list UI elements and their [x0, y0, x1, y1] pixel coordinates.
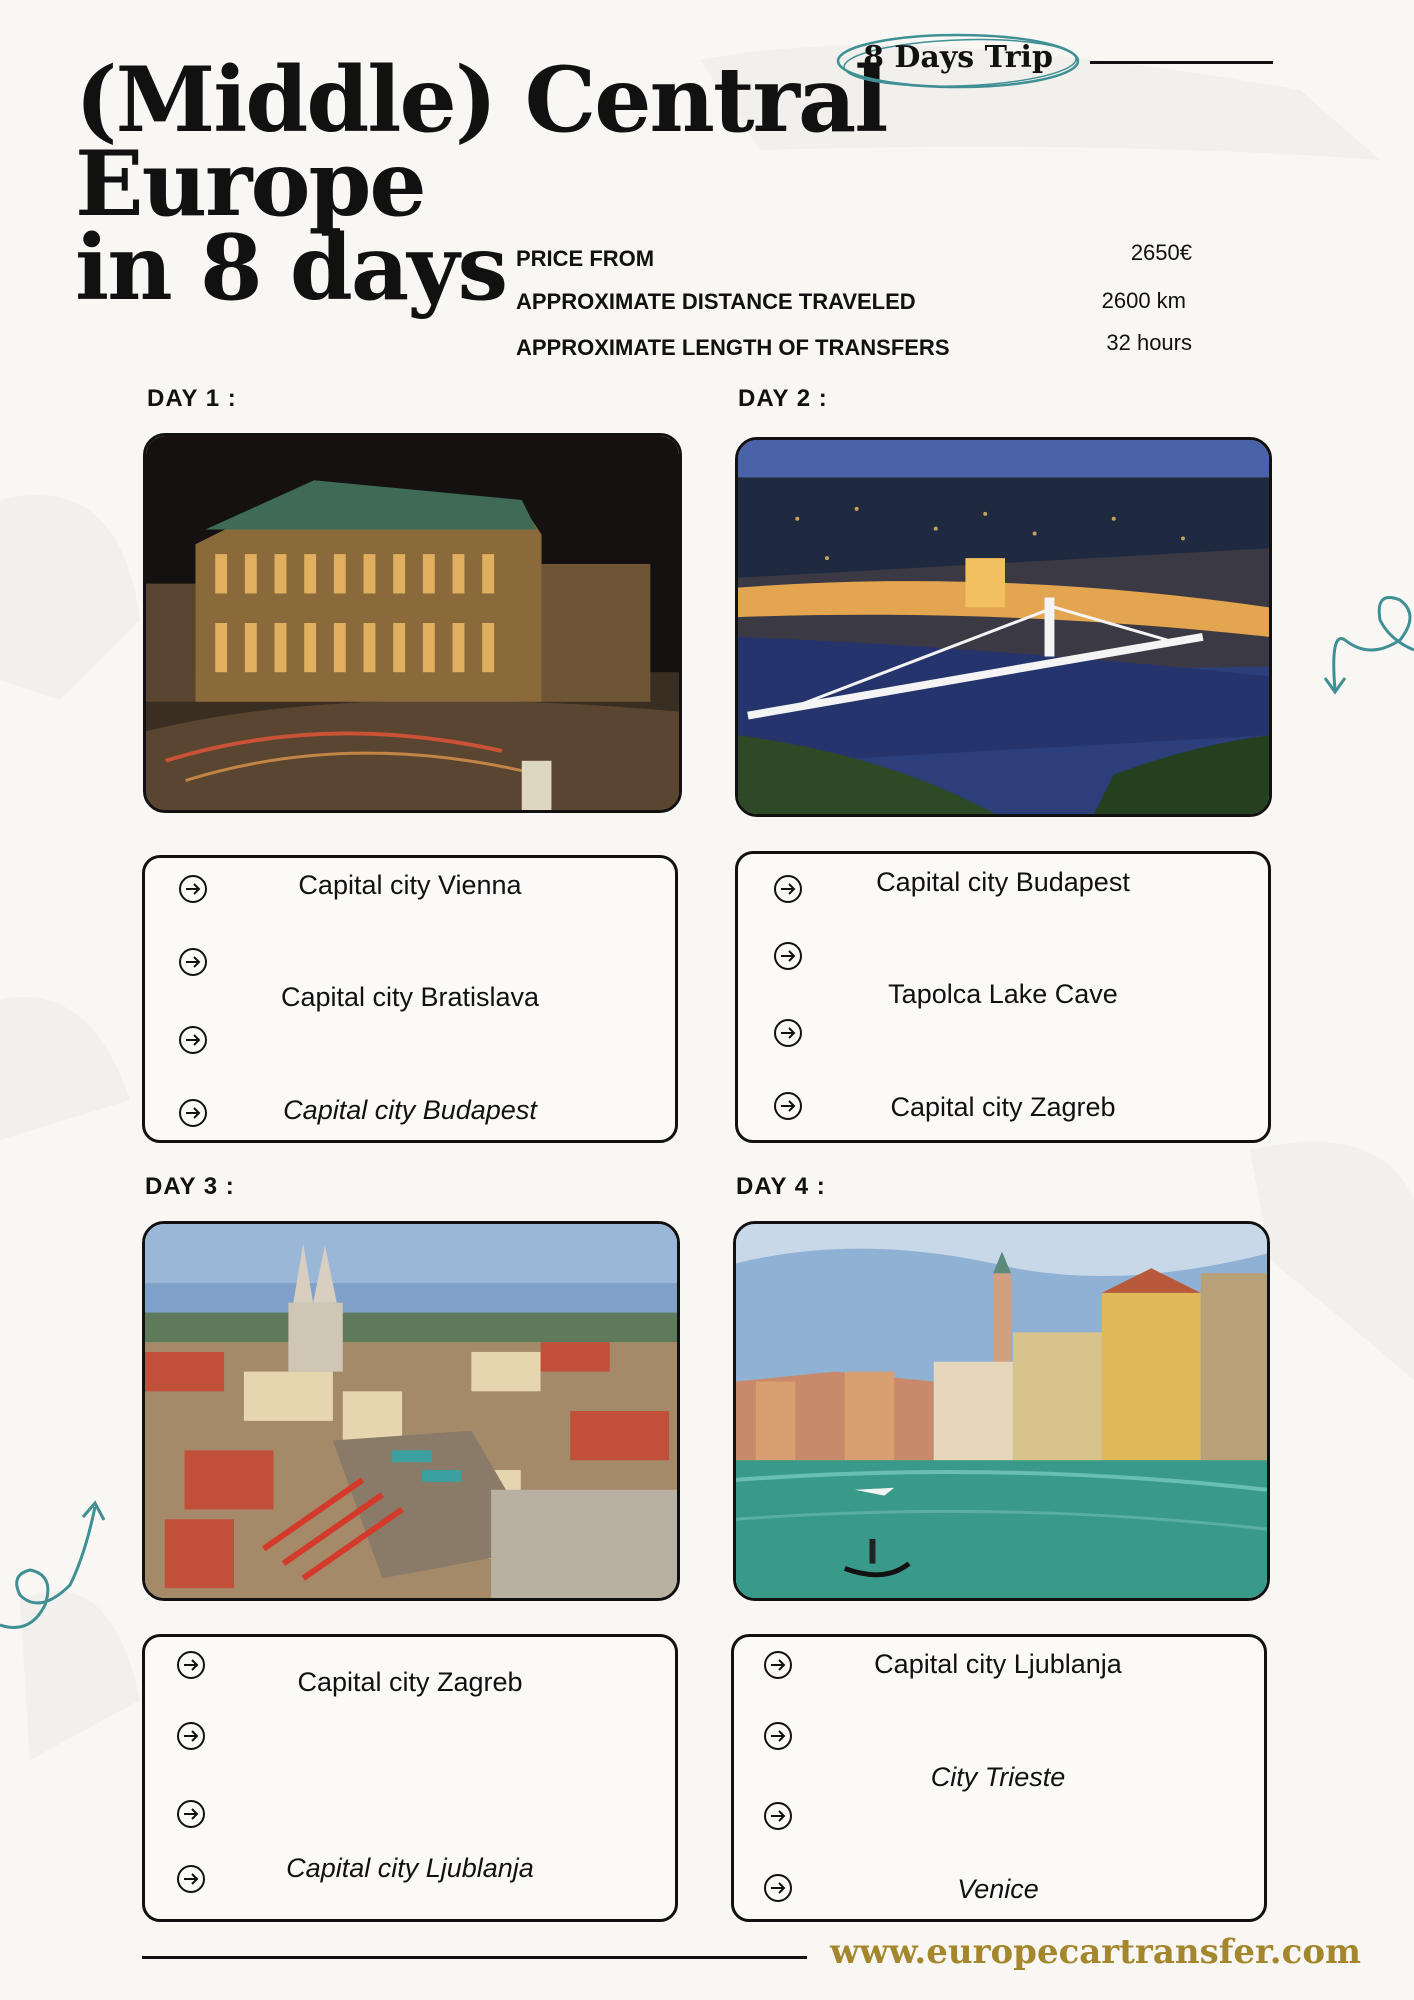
day-1-photo — [143, 433, 682, 813]
badge-divider — [1090, 61, 1273, 64]
arrow-circle-icon — [176, 1721, 206, 1751]
arrow-circle-icon — [773, 874, 803, 904]
arrow-circle-icon — [763, 1873, 793, 1903]
day-1-label: DAY 1 : — [147, 385, 237, 412]
stat-transfer-value: 32 hours — [1106, 330, 1192, 355]
day-3-stop-1: Capital city Zagreb — [297, 1667, 523, 1697]
day-4-stop-2: City Trieste — [930, 1762, 1066, 1792]
day-4-photo — [733, 1221, 1270, 1601]
day-2-photo — [735, 437, 1272, 817]
swirl-arrow-icon — [1300, 560, 1414, 710]
title-line-2: Europe — [75, 131, 425, 237]
day-2-stop-2: Tapolca Lake Cave — [888, 979, 1118, 1009]
arrow-circle-icon — [176, 1864, 206, 1894]
website-link[interactable]: www.europecartransfer.com — [830, 1932, 1361, 1972]
arrow-circle-icon — [178, 947, 208, 977]
day-2-label: DAY 2 : — [738, 385, 828, 412]
arrow-circle-icon — [176, 1799, 206, 1829]
day-4-label: DAY 4 : — [736, 1173, 826, 1200]
arrow-circle-icon — [178, 1025, 208, 1055]
day-1-stop-2: Capital city Bratislava — [280, 982, 540, 1012]
footer-divider — [142, 1956, 807, 1959]
arrow-circle-icon — [763, 1801, 793, 1831]
title-line-3: in 8 days — [75, 215, 507, 321]
arrow-circle-icon — [178, 874, 208, 904]
arrow-circle-icon — [763, 1721, 793, 1751]
stat-price-label: PRICE FROM — [516, 246, 655, 271]
arrow-circle-icon — [773, 1018, 803, 1048]
day-4-stop-1: Capital city Ljublanja — [874, 1649, 1122, 1679]
arrow-circle-icon — [773, 941, 803, 971]
title-line-1: (Middle) Central — [75, 47, 887, 153]
day-3-stop-2: Capital city Ljublanja — [286, 1853, 534, 1883]
arrow-circle-icon — [763, 1650, 793, 1680]
day-3-label: DAY 3 : — [145, 1173, 235, 1200]
day-4-stop-3: Venice — [957, 1874, 1039, 1904]
swirl-arrow-icon — [0, 1495, 120, 1635]
day-1-stop-1: Capital city Vienna — [298, 870, 522, 900]
day-1-stop-3: Capital city Budapest — [283, 1095, 537, 1125]
arrow-circle-icon — [176, 1650, 206, 1680]
stat-price-value: 2650€ — [1130, 240, 1192, 265]
trip-length-badge: 8 Days Trip — [863, 40, 1053, 75]
day-3-photo — [142, 1221, 680, 1601]
stat-distance-value: 2600 km — [1101, 288, 1186, 313]
stat-transfer-label: APPROXIMATE LENGTH OF TRANSFERS — [516, 335, 950, 360]
arrow-circle-icon — [773, 1091, 803, 1121]
page-title — [75, 47, 887, 321]
day-2-stop-3: Capital city Zagreb — [890, 1092, 1116, 1122]
arrow-circle-icon — [178, 1098, 208, 1128]
stat-distance-label: APPROXIMATE DISTANCE TRAVELED — [516, 289, 916, 314]
day-2-stop-1: Capital city Budapest — [876, 867, 1130, 897]
